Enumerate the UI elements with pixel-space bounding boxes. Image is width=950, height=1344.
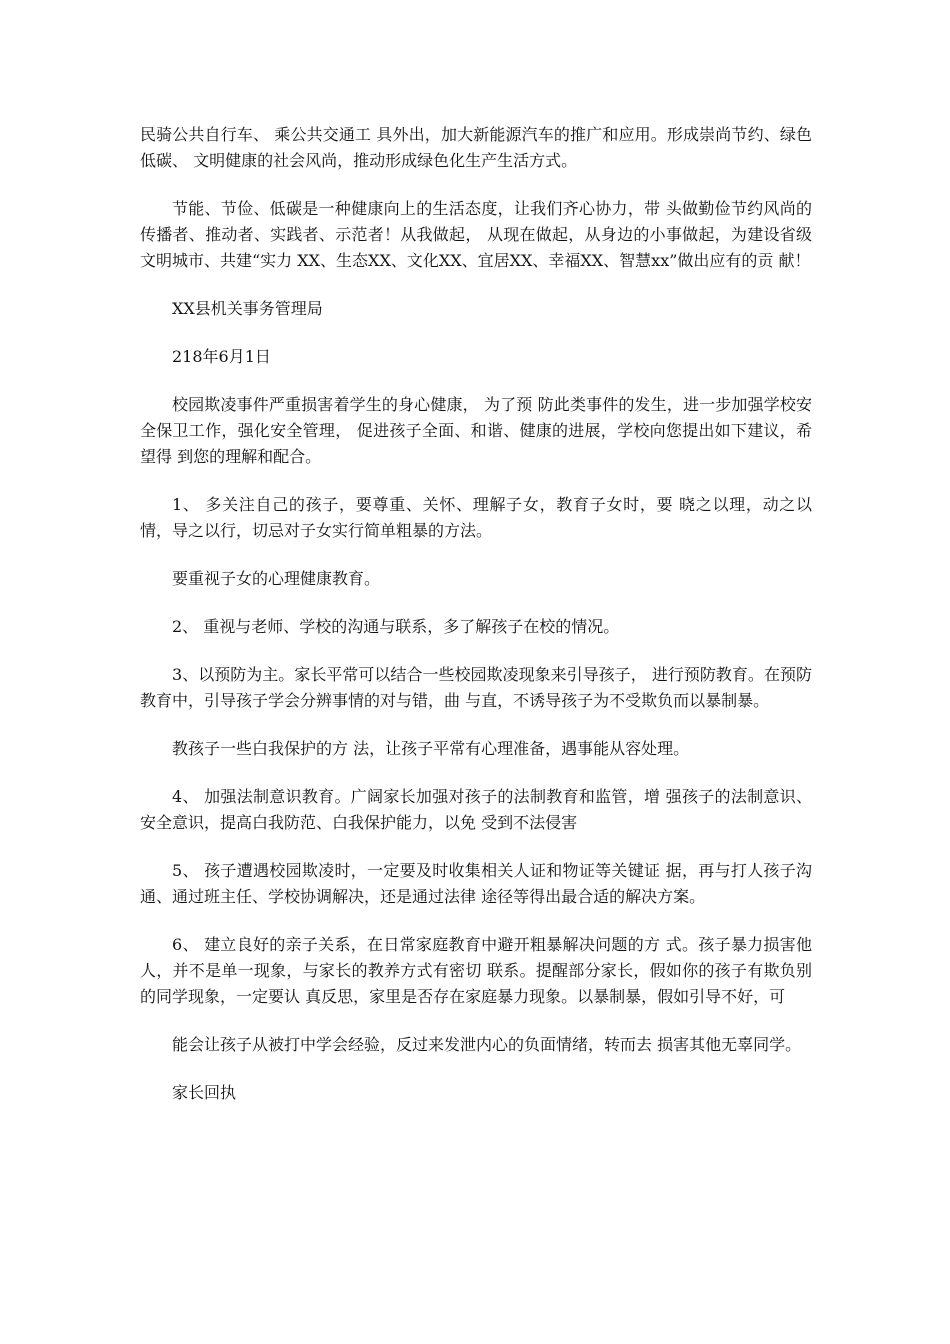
paragraph-item-4: 4、 加强法制意识教育。广阔家长加强对孩子的法制教育和监管，增 强孩子的法制意识、安全意识，提高白我防范、白我保护能力，以免 受到不法侵害 [140,787,812,832]
paragraph-energy-saving-call: 节能、节俭、低碳是一种健康向上的生活态度，让我们齐心协力，带 头做勤俭节约风尚的传播者、推动者、实践者、示范者！从我做起， 从现在做起，从身边的小事做起，为建设省级文明城市、共建“实力 XX、生态XX、文化XX、宜居XX、幸福XX、智慧xx”做出应有的贡 献！ [140,199,812,270]
paragraph-item-6-continued: 能会让孩子从被打中学会经验，反过来发泄内心的负面情绪，转而去 损害其他无辜同学。 [172,1035,802,1054]
document-page [140,122,812,1128]
paragraph-parent-receipt: 家长回执 [172,1083,237,1102]
paragraph-item-2: 2、 重视与老师、学校的沟通与联系，多了解孩子在校的情况。 [172,617,620,636]
paragraph-bullying-intro: 校园欺凌事件严重损害着学生的身心健康， 为了预 防此类事件的发生，进一步加强学校安全保卫工作，强化安全管理， 促进孩子全面、和谐、健康的进展，学校向您提出如下建议，希望得 到您的理解和配合。 [140,395,812,466]
paragraph-continuation-green-travel: 民骑公共自行车、 乘公共交通工 具外出，加大新能源汽车的推广和应用。形成崇尚节约、绿色低碳、 文明健康的社会风尚，推动形成绿色化生产生活方式。 [140,125,812,170]
paragraph-issuer: XX县机关事务管理局 [172,299,323,318]
paragraph-item-5: 5、 孩子遭遇校园欺凌时，一定要及时收集相关人证和物证等关键证 据，再与打人孩子沟通、通过班主任、学校协调解决，还是通过法律 途径等得出最合适的解决方案。 [140,861,812,906]
paragraph-self-protection: 教孩子一些白我保护的方 法，让孩子平常有心理准备，遇事能从容处理。 [172,739,690,758]
paragraph-item-1: 1、 多关注自己的孩子，要尊重、关怀、理解子女，教育子女时，要 晓之以理，动之以情，导之以行，切忌对子女实行简单粗暴的方法。 [140,495,812,540]
paragraph-mental-health: 要重视子女的心理健康教育。 [172,569,381,588]
paragraph-item-3: 3、以预防为主。家长平常可以结合一些校园欺凌现象来引导孩子， 进行预防教育。在预防教育中，引导孩子学会分辨事情的对与错，曲 与直，不诱导孩子为不受欺负而以暴制暴。 [140,665,812,710]
paragraph-date: 218年6月1日 [172,347,271,366]
paragraph-item-6: 6、 建立良好的亲子关系，在日常家庭教育中避开粗暴解决问题的方 式。孩子暴力损害他人，并不是单一现象，与家长的教养方式有密切 联系。提醒部分家长，假如你的孩子有欺负别的同学现象，一定要认 真反思，家里是否存在家庭暴力现象。以暴制暴，假如引导不好，可 [140,935,812,1006]
